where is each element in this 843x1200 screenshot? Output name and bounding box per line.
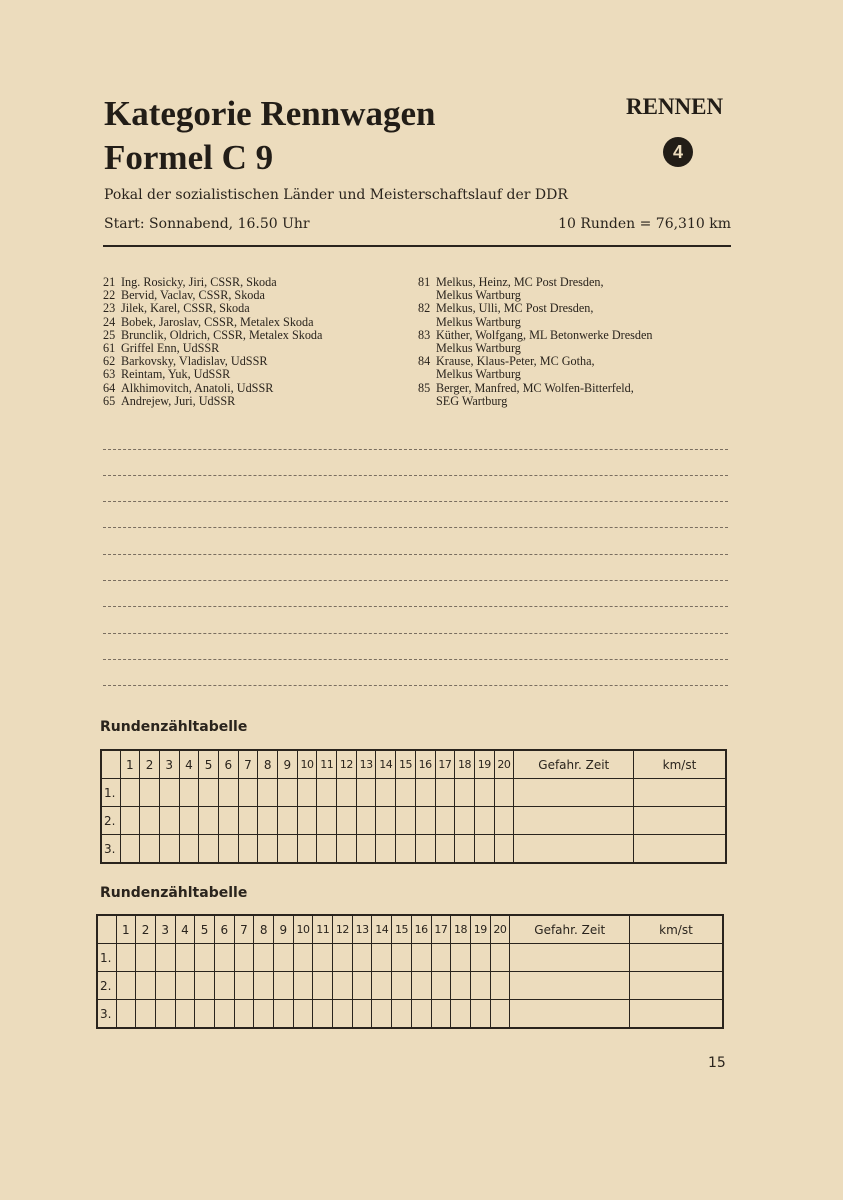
table-header-row [97,915,723,944]
list-item: 23 Jilek, Karel, CSSR, Skoda [103,301,250,316]
corner-cell [101,750,120,779]
result-line [103,527,728,528]
lap-column-header: 2 [140,750,160,779]
result-line [103,606,728,607]
lap-column-header: 7 [234,915,254,944]
result-line [103,633,728,634]
table-row [101,835,726,864]
lap-column-header: 15 [392,915,412,944]
time-column-header: Gefahr. Zeit [510,915,630,944]
list-item: 61 Griffel Enn, UdSSR [103,341,220,356]
lap-column-header: 19 [474,750,494,779]
table-row [101,807,726,835]
page-number: 15 [708,1055,726,1071]
lap-column-header: 1 [116,915,136,944]
table-row [101,779,726,807]
start-time: Start: Sonnabend, 16.50 Uhr [104,216,310,232]
list-item: 84 Krause, Klaus-Peter, MC Gotha, Melkus Wartburg [418,354,595,382]
list-item: 83 Küther, Wolfgang, ML Betonwerke Dresden Melkus Wartburg [418,327,653,356]
lap-column-header: 14 [372,915,392,944]
result-line [103,659,728,660]
list-item: 21 Ing. Rosicky, Jiri, CSSR, Skoda [103,275,277,289]
lap-column-header: 19 [470,915,490,944]
lap-column-header: 6 [214,915,234,944]
result-line [103,685,728,686]
lap-column-header: 11 [313,915,333,944]
lap-column-header: 16 [411,915,431,944]
row-label: 2. [101,807,120,835]
lap-column-header: 20 [494,750,514,779]
result-line [103,449,728,450]
lap-column-header: 5 [199,750,219,779]
lap-column-header: 18 [455,750,475,779]
lap-column-header: 11 [317,750,337,779]
result-line [103,554,728,555]
lap-counting-table [100,749,727,864]
list-item: 63 Reintam, Yuk, UdSSR [103,367,231,382]
corner-cell [97,915,116,944]
race-distance: 10 Runden = 76,310 km [558,216,731,232]
title-line-class: Formel C 9 [104,138,274,177]
list-item: 82 Melkus, Ulli, MC Post Dresden, Melkus Wartburg [418,301,594,329]
row-label: 3. [97,1000,116,1029]
lap-column-header: 3 [155,915,175,944]
lap-table-title: Rundenzähltabelle [100,885,248,901]
row-label: 1. [97,944,116,972]
lap-column-header: 16 [415,750,435,779]
table-header-row [101,750,726,779]
race-label: RENNEN [626,94,724,119]
lap-column-header: 12 [337,750,357,779]
lap-column-header: 3 [159,750,179,779]
lap-column-header: 7 [238,750,258,779]
table-row [97,944,723,972]
lap-column-header: 17 [431,915,451,944]
lap-column-header: 18 [451,915,471,944]
lap-column-header: 5 [195,915,215,944]
lap-column-header: 10 [297,750,317,779]
page-title [104,92,435,180]
lap-column-header: 2 [136,915,156,944]
lap-column-header: 8 [258,750,278,779]
lap-column-header: 12 [333,915,353,944]
list-item: 64 Alkhimovitch, Anatoli, UdSSR [103,380,274,395]
lap-column-header: 8 [254,915,274,944]
entry-list-right [418,276,738,408]
list-item: 24 Bobek, Jaroslav, CSSR, Metalex Skoda [103,314,314,329]
race-subtitle: Pokal der sozialistischen Länder und Meisterschaftslauf der DDR [104,187,568,203]
speed-column-header: km/st [630,915,723,944]
lap-column-header: 4 [175,915,195,944]
lap-column-header: 20 [490,915,510,944]
lap-counting-table [96,914,724,1029]
list-item: 85 Berger, Manfred, MC Wolfen-Bitterfeld, SEG Wartburg [418,380,634,408]
lap-column-header: 10 [293,915,313,944]
lap-column-header: 13 [352,915,372,944]
list-item: 25 Brunclik, Oldrich, CSSR, Metalex Skoda [103,327,323,342]
row-label: 2. [97,972,116,1000]
speed-column-header: km/st [634,750,726,779]
lap-column-header: 9 [274,915,294,944]
title-line-category: Kategorie Rennwagen [104,94,436,133]
lap-column-header: 13 [356,750,376,779]
row-label: 3. [101,835,120,864]
result-line [103,475,728,476]
list-item: 62 Barkovsky, Vladislav, UdSSR [103,354,268,369]
lap-column-header: 9 [278,750,298,779]
entry-list-left [103,276,403,408]
lap-column-header: 14 [376,750,396,779]
lap-column-header: 17 [435,750,455,779]
result-line [103,580,728,581]
result-line [103,501,728,502]
table-row [97,1000,723,1029]
list-item: 81 Melkus, Heinz, MC Post Dresden, Melkus Wartburg [418,275,604,303]
lap-column-header: 4 [179,750,199,779]
table-row [97,972,723,1000]
row-label: 1. [101,779,120,807]
list-item: 65 Andrejew, Juri, UdSSR [103,393,236,408]
time-column-header: Gefahr. Zeit [514,750,634,779]
lap-column-header: 6 [218,750,238,779]
lap-column-header: 1 [120,750,140,779]
race-number-badge: 4 [663,137,693,167]
list-item: 22 Bervid, Vaclav, CSSR, Skoda [103,288,265,303]
lap-column-header: 15 [396,750,416,779]
header-divider [103,245,731,247]
lap-table-title: Rundenzähltabelle [100,719,248,735]
